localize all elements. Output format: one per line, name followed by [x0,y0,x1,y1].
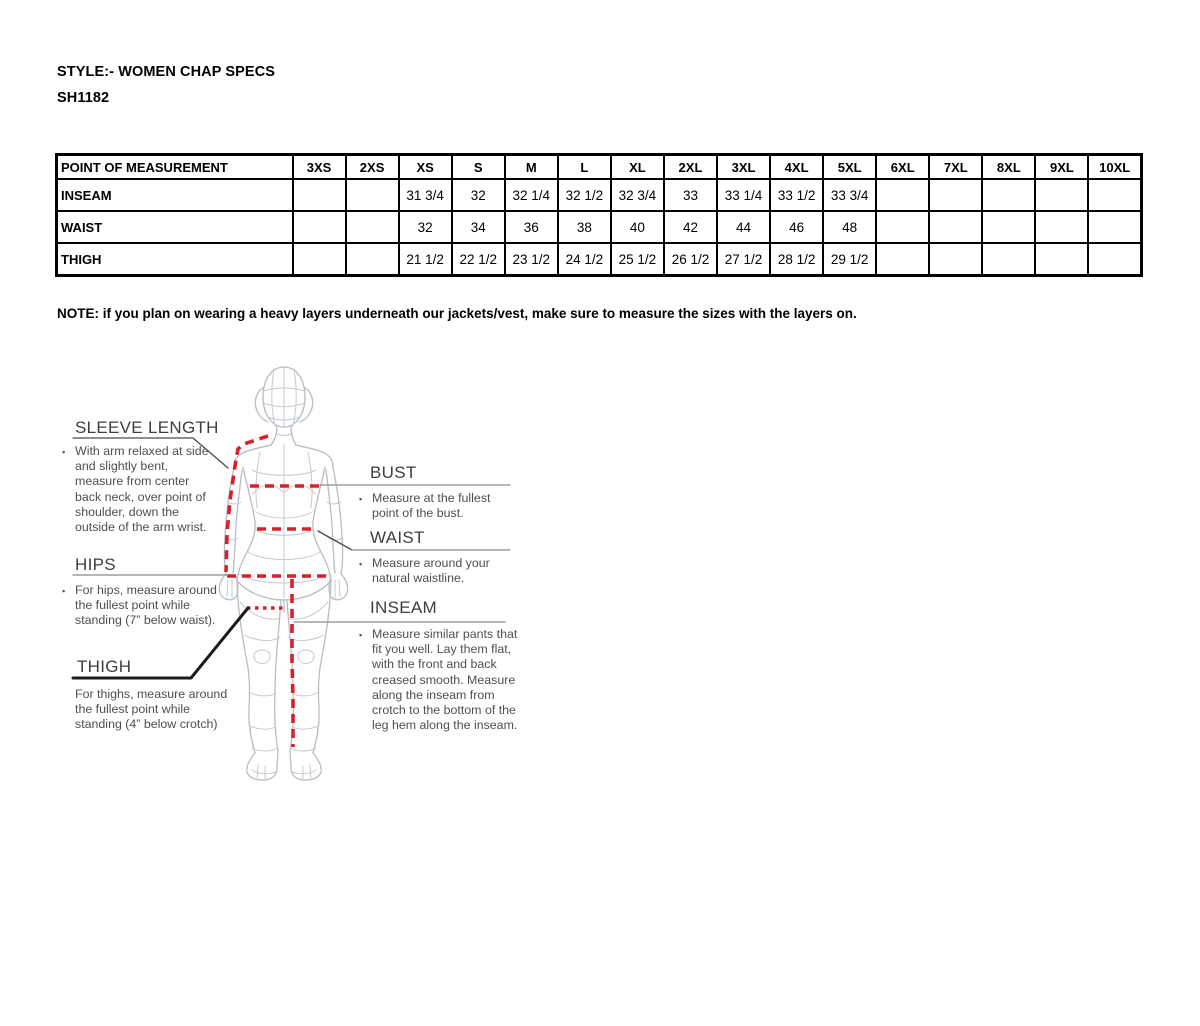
row-label: THIGH [57,243,293,276]
inseam-heading: INSEAM [370,598,437,617]
cell: 21 1/2 [399,243,452,276]
column-header-size: XL [611,155,664,180]
cell: 46 [770,211,823,243]
cell: 26 1/2 [664,243,717,276]
waist-leader-diagonal [318,531,352,550]
cell [293,243,346,276]
column-header-size: 6XL [876,155,929,180]
column-header-size: M [505,155,558,180]
style-number: SH1182 [57,90,110,106]
column-header-size: 9XL [1035,155,1088,180]
cell [982,179,1035,211]
sleeve-length-description [62,444,209,535]
body-figure-outline [219,367,347,780]
cell: 34 [452,211,505,243]
column-header-size: 2XL [664,155,717,180]
cell: 32 [452,179,505,211]
column-header-size: 2XS [346,155,399,180]
bust-description [359,491,501,521]
cell: 33 1/4 [717,179,770,211]
bullet-square-icon: ▪ [359,494,363,504]
sleeve-length-description-text: With arm relaxed at side and slightly bent, measure from center back neck, over point of shoulder, down the outside of the arm wrist. [75,444,209,535]
cell: 40 [611,211,664,243]
waist-description [359,556,505,586]
hips-description [62,583,222,629]
cell [1035,211,1088,243]
cell: 24 1/2 [558,243,611,276]
sleeve-length-heading: SLEEVE LENGTH [75,418,219,437]
sleeve-measure-line [226,436,268,572]
column-header-size: L [558,155,611,180]
cell: 36 [505,211,558,243]
cell: 32 [399,211,452,243]
table-row-thigh [57,243,1142,276]
waist-heading: WAIST [370,528,425,547]
thigh-heading: THIGH [77,657,132,676]
inseam-measure-line [292,579,293,747]
measurement-table [55,153,1143,277]
column-header-size: 10XL [1088,155,1141,180]
inseam-description [359,627,521,733]
hips-heading: HIPS [75,555,116,574]
cell: 32 3/4 [611,179,664,211]
cell: 25 1/2 [611,243,664,276]
inseam-description-text: Measure similar pants that fit you well. Lay them flat, with the front and back creased smooth. Measure along the inseam from crotch to the bottom of the leg hem along the inseam. [372,627,518,733]
cell [1035,179,1088,211]
column-header-size: 3XS [293,155,346,180]
cell [982,211,1035,243]
cell [1088,179,1141,211]
cell [929,211,982,243]
row-label: WAIST [57,211,293,243]
cell [876,243,929,276]
cell: 29 1/2 [823,243,876,276]
thigh-description-text: For thighs, measure around the fullest point while standing (4” below crotch) [75,687,228,732]
bullet-square-icon: ▪ [359,630,363,640]
cell: 44 [717,211,770,243]
row-label: INSEAM [57,179,293,211]
table-header-row [57,155,1142,180]
bullet-square-icon: ▪ [62,586,66,596]
cell: 27 1/2 [717,243,770,276]
cell [346,211,399,243]
cell [876,211,929,243]
cell: 48 [823,211,876,243]
bullet-square-icon: ▪ [62,447,66,457]
cell [293,179,346,211]
column-header-size: S [452,155,505,180]
cell [1088,243,1141,276]
cell [346,243,399,276]
column-header-size: XS [399,155,452,180]
column-header-size: 3XL [717,155,770,180]
bust-description-text: Measure at the fullest point of the bust. [372,491,491,521]
column-header-size: 4XL [770,155,823,180]
cell: 23 1/2 [505,243,558,276]
hips-description-text: For hips, measure around the fullest point while standing (7” below waist). [75,583,217,628]
table-row-waist [57,211,1142,243]
bullet-square-icon: ▪ [359,559,363,569]
cell: 32 1/2 [558,179,611,211]
cell [1088,211,1141,243]
cell: 42 [664,211,717,243]
column-header-size: 8XL [982,155,1035,180]
waist-description-text: Measure around your natural waistline. [372,556,490,586]
cell: 33 3/4 [823,179,876,211]
cell: 31 3/4 [399,179,452,211]
cell [929,179,982,211]
cell [982,243,1035,276]
cell [346,179,399,211]
note-text: NOTE: if you plan on wearing a heavy layers underneath our jackets/vest, make sure to measure the sizes with the layers on. [57,306,857,321]
table-row-inseam [57,179,1142,211]
cell: 38 [558,211,611,243]
cell [1035,243,1088,276]
cell: 33 1/2 [770,179,823,211]
cell: 33 [664,179,717,211]
column-header-point-of-measurement: POINT OF MEASUREMENT [57,155,293,180]
cell [876,179,929,211]
body-figure-mesh [225,367,343,780]
column-header-size: 7XL [929,155,982,180]
cell: 22 1/2 [452,243,505,276]
column-header-size: 5XL [823,155,876,180]
cell: 32 1/4 [505,179,558,211]
page-title: STYLE:- WOMEN CHAP SPECS [57,64,276,80]
cell [293,211,346,243]
bust-heading: BUST [370,463,417,482]
cell [929,243,982,276]
cell: 28 1/2 [770,243,823,276]
